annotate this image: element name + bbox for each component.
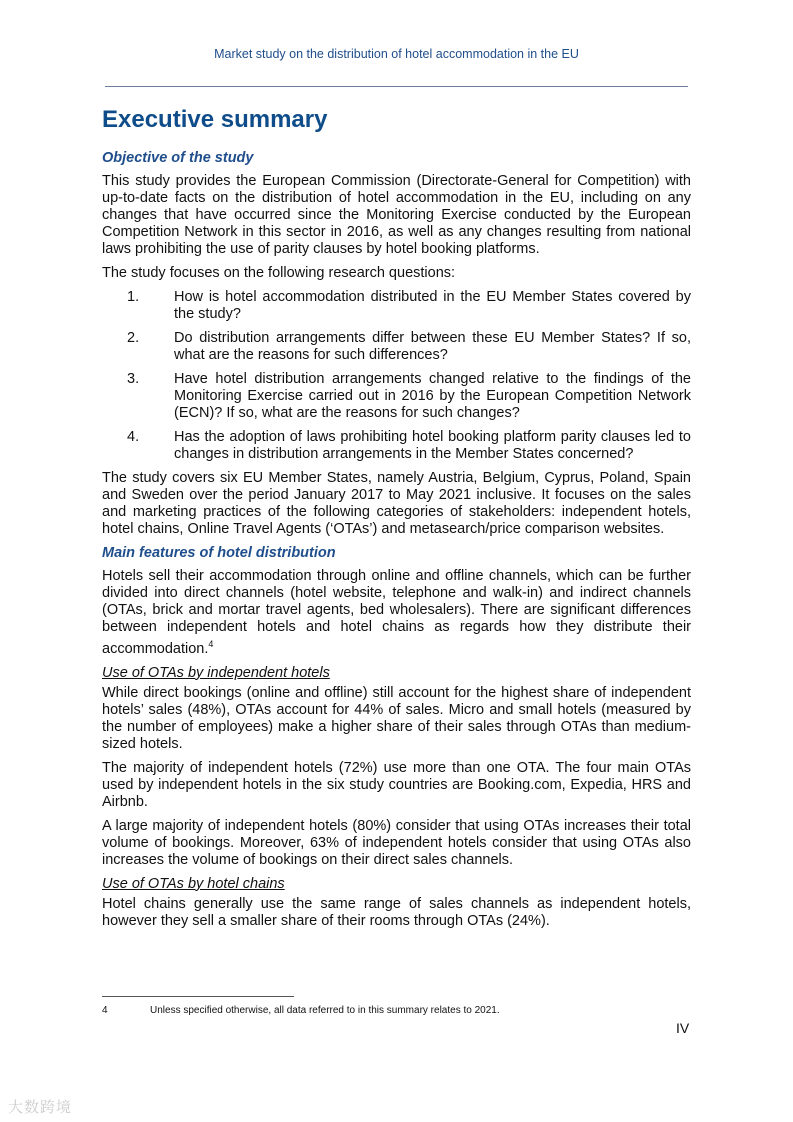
subsection-heading-chains: Use of OTAs by hotel chains <box>102 875 285 892</box>
paragraph: Hotel chains generally use the same range of sales channels as independent hotels, however they sell a smaller share of their rooms through OTAs (24%). <box>102 895 691 929</box>
paragraph: This study provides the European Commission (Directorate-General for Competition) with up-to-date facts on the distribution of hotel accommodation in the EU, including on any changes that have occurred since the Monitoring Exercise conducted by the European Competition Network in this sector in 2016, as well as any changes resulting from national laws prohibiting the use of parity clauses by hotel booking platforms. <box>102 173 691 257</box>
paragraph <box>102 568 691 658</box>
list-item <box>102 371 691 422</box>
page-content <box>102 104 691 937</box>
list-text: How is hotel accommodation distributed in the EU Member States covered by the study? <box>174 289 691 322</box>
footnote <box>102 1005 500 1016</box>
paragraph: The study focuses on the following research questions: <box>102 265 456 281</box>
list-text: Has the adoption of laws prohibiting hotel booking platform parity clauses led to changes in distribution arrangements in the Member States concerned? <box>174 429 691 462</box>
list-text: Do distribution arrangements differ between these EU Member States? If so, what are the reasons for such differences? <box>174 330 691 363</box>
section-heading-features: Main features of hotel distribution <box>102 545 336 561</box>
list-number: 3. <box>127 371 140 387</box>
paragraph-text: Hotels sell their accommodation through online and offline channels, which can be further divided into direct channels (hotel website, telephone and walk-in) and indirect channels (OTAs, brick and mortar travel agents, bed wholesalers). There are significant differences between independent hotels and hotel chains as regards how they distribute their accommodation. <box>102 568 691 657</box>
footnote-ref[interactable]: 4 <box>208 639 214 649</box>
subsection-heading-independent: Use of OTAs by independent hotels <box>102 664 330 681</box>
section-heading-objective: Objective of the study <box>102 150 254 166</box>
running-header: Market study on the distribution of hotel accommodation in the EU <box>214 47 579 61</box>
paragraph: While direct bookings (online and offline) still account for the highest share of independent hotels’ sales (48%), OTAs account for 44% of sales. Micro and small hotels (measured by the number of employees) make a higher share of their sales through OTAs than medium-sized hotels. <box>102 684 691 752</box>
list-number: 2. <box>127 330 140 346</box>
research-questions-list <box>102 289 691 463</box>
list-text: Have hotel distribution arrangements changed relative to the findings of the Monitoring Exercise carried out in 2016 by the European Competition Network (ECN)? If so, what are the reasons for such changes? <box>174 371 691 421</box>
list-number: 4. <box>127 429 140 445</box>
page-number: IV <box>676 1020 690 1036</box>
paragraph: The study covers six EU Member States, namely Austria, Belgium, Cyprus, Poland, Spain and Sweden over the period January 2017 to May 2021 inclusive. It focuses on the sales and marketing practices of the following categories of stakeholders: independent hotels, hotel chains, Online Travel Agents (‘OTAs’) and metasearch/price comparison websites. <box>102 470 691 537</box>
list-item <box>102 429 691 463</box>
paragraph: The majority of independent hotels (72%) use more than one OTA. The four main OTAs used by independent hotels in the six study countries are Booking.com, Expedia, HRS and Airbnb. <box>102 759 691 810</box>
header-divider <box>105 86 688 87</box>
watermark: 大数跨境 <box>8 1099 73 1116</box>
list-item <box>102 289 691 323</box>
paragraph: A large majority of independent hotels (80%) consider that using OTAs increases their total volume of bookings. Moreover, 63% of independent hotels consider that using OTAs also increases the volume of bookings on their direct sales channels. <box>102 817 691 868</box>
list-number: 1. <box>127 289 140 305</box>
footnote-divider <box>102 996 294 997</box>
page-title: Executive summary <box>102 106 328 133</box>
list-item <box>102 330 691 364</box>
footnote-number: 4 <box>102 1005 108 1016</box>
footnote-text: Unless specified otherwise, all data referred to in this summary relates to 2021. <box>150 1005 500 1016</box>
